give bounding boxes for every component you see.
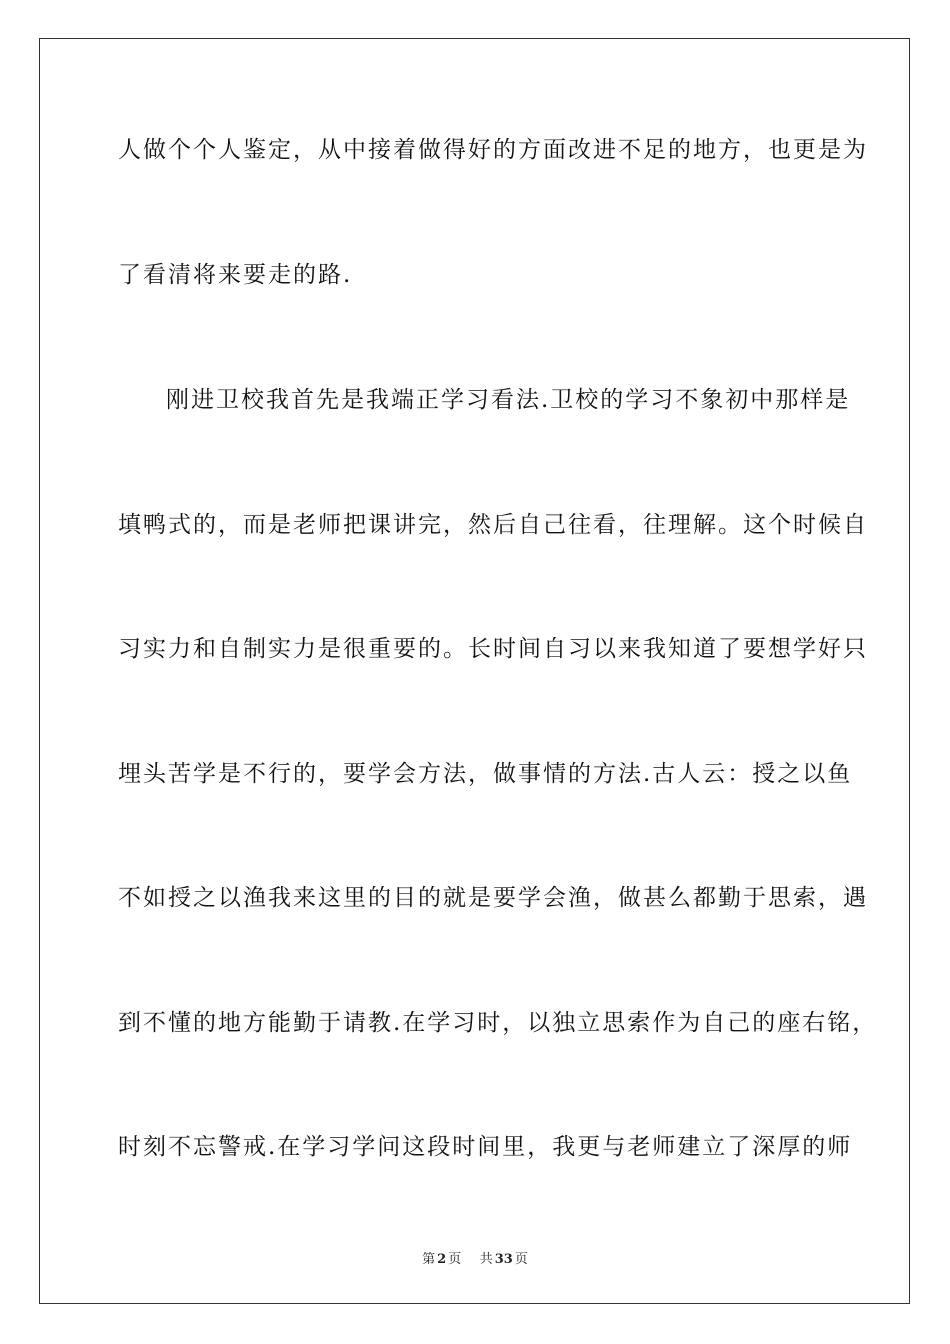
page-border (39, 38, 910, 1304)
total-pages: 33 (494, 1252, 513, 1267)
page-suffix: 页 (448, 1252, 462, 1267)
paragraph-line-8: 到不懂的地方能勤于请教.在学习时，以独立思索作为自己的座右铭， (118, 1010, 878, 1036)
paragraph-line-2: 了看清将来要走的路. (118, 262, 353, 288)
paragraph-line-7: 不如授之以渔我来这里的目的就是要学会渔，做甚么都勤于思索，遇 (118, 885, 868, 911)
paragraph-line-1: 人做个个人鉴定，从中接着做得好的方面改进不足的地方，也更是为 (118, 137, 868, 163)
paragraph-line-6: 埋头苦学是不行的，要学会方法，做事情的方法.古人云：授之以鱼 (118, 761, 853, 787)
paragraph-line-9: 时刻不忘警戒.在学习学问这段时间里，我更与老师建立了深厚的师 (118, 1134, 853, 1160)
total-label: 共 (479, 1252, 493, 1267)
paragraph-line-5: 习实力和自制实力是很重要的。长时间自习以来我知道了要想学好只 (118, 636, 868, 662)
page-number: 2 (437, 1252, 447, 1267)
page-footer (0, 1248, 950, 1267)
page-label: 第 (422, 1252, 436, 1267)
paragraph-line-3: 刚进卫校我首先是我端正学习看法.卫校的学习不象初中那样是 (166, 387, 851, 413)
paragraph-line-4: 填鸭式的，而是老师把课讲完，然后自己往看，往理解。这个时候自 (118, 512, 868, 538)
total-suffix: 页 (514, 1252, 528, 1267)
